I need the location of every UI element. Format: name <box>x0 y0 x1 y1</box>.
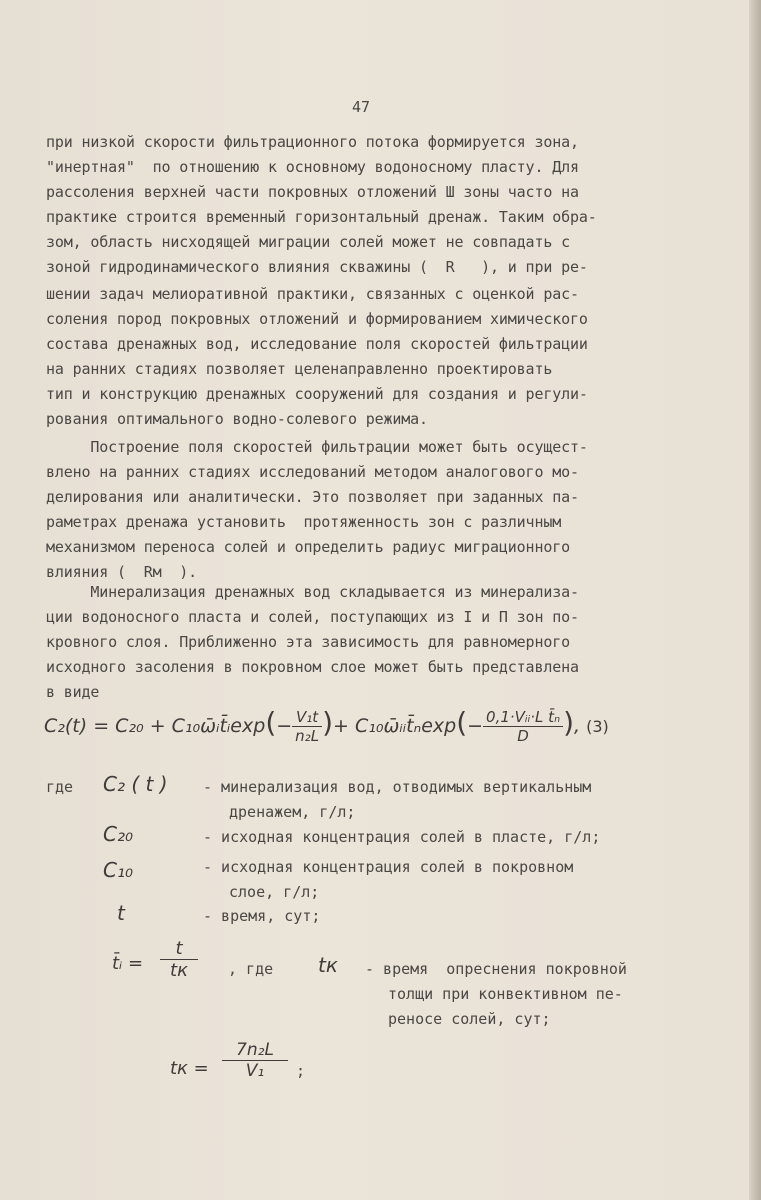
symbol-t: t <box>117 901 125 925</box>
page-number: 47 <box>352 98 371 116</box>
definition-text: - время, сут; <box>203 907 321 925</box>
definition-text: толщи при конвективном пе- <box>388 985 623 1003</box>
text-line: влено на ранних стадиях исследований методом аналогового мо- <box>46 463 579 481</box>
definition-text: дренажем, г/л; <box>229 803 356 821</box>
text-line: раметрах дренажа установить протяженность зон с различным <box>46 513 562 531</box>
symbol-c20: C₂₀ <box>103 822 133 846</box>
definition-text: реносе солей, сут; <box>388 1010 551 1028</box>
definition-text: слое, г/л; <box>229 883 320 901</box>
text-line: кровного слоя. Приближенно эта зависимость для равномерного <box>46 633 570 651</box>
fraction: $\frac{\text{0,1·Vᵢᵢ·L t̄ₙ}}{D}$ <box>483 708 563 745</box>
text-line: "инертная" по отношению к основному водоносному пласту. Для <box>46 158 579 176</box>
text-line: зоной гидродинамического влияния скважины ( R ), и при ре- <box>46 258 588 276</box>
tk-lhs: tк = <box>170 1058 209 1079</box>
text-line: практике строится временный горизонтальный дренаж. Таким обра- <box>46 208 597 226</box>
formula-lhs: C₂(t) = C₂₀ + C₁₀ω̄ᵢt̄ᵢexp <box>44 715 266 737</box>
text-line: рассоления верхней части покровных отложений Ш зоны часто на <box>46 183 579 201</box>
text-line: при низкой скорости фильтрационного потока формируется зона, <box>46 133 579 151</box>
text-line: ции водоносного пласта и солей, поступающих из I и П зон по- <box>46 608 579 626</box>
text-line: влияния ( Rм ). <box>46 563 197 581</box>
where-label: где <box>46 778 74 796</box>
symbol-tk: tк <box>318 953 338 977</box>
fraction: $\frac{\text{V₁t}}{\text{n₂L}}$ <box>292 708 322 745</box>
t1-fraction: t tк <box>160 938 198 981</box>
text-line: на ранних стадиях позволяет целенаправленно проектировать <box>46 360 553 378</box>
where-label: , где <box>228 960 274 978</box>
text-line: механизмом переноса солей и определить радиус миграционного <box>46 538 570 556</box>
text-line: тип и конструкцию дренажных сооружений для создания и регули- <box>46 385 588 403</box>
symbol-c2: C₂ ( t ) <box>103 772 168 796</box>
definition-text: - исходная концентрация солей в покровном <box>203 858 574 876</box>
text-line: зом, область нисходящей миграции солей может не совпадать с <box>46 233 570 251</box>
t1-lhs: t̄ᵢ = <box>112 953 144 974</box>
text-line: исходного засоления в покровном слое может быть представлена <box>46 658 579 676</box>
text-line: состава дренажных вод, исследование поля скоростей фильтрации <box>46 335 588 353</box>
text-line: делирования или аналитически. Это позволяет при заданных па- <box>46 488 579 506</box>
text-line: рования оптимального водно-солевого режима. <box>46 410 428 428</box>
text-line: соления пород покровных отложений и формированием химического <box>46 310 588 328</box>
equation-number: (3) <box>586 717 609 736</box>
text-line: шении задач мелиоративной практики, связанных с оценкой рас- <box>46 285 579 303</box>
page-edge <box>749 0 761 1200</box>
definition-text: - исходная концентрация солей в пласте, г/л; <box>203 828 601 846</box>
definition-text: - минерализация вод, отводимых вертикальным <box>203 778 592 796</box>
symbol-c10: C₁₀ <box>103 858 133 882</box>
text-line: Минерализация дренажных вод складывается из минерализа- <box>46 583 579 601</box>
formula-3: C₂(t) = C₂₀ + C₁₀ω̄ᵢt̄ᵢexp(− $\frac{\text{V₁t}}{\text{n₂L}}$ )+ C₁₀ω̄ᵢᵢt̄ₙexp(− $\frac{\text{0,1·Vᵢᵢ·L t̄ₙ}}{D}$ ), (3) <box>44 706 609 745</box>
text-line: в виде <box>46 683 100 701</box>
formula-middle: + C₁₀ω̄ᵢᵢt̄ₙexp <box>333 715 457 737</box>
tk-fraction: 7n₂L V₁ <box>222 1040 288 1081</box>
semicolon: ; <box>296 1062 306 1080</box>
definition-text: - время опреснения покровной <box>365 960 627 978</box>
text-line: Построение поля скоростей фильтрации может быть осущест- <box>46 438 588 456</box>
